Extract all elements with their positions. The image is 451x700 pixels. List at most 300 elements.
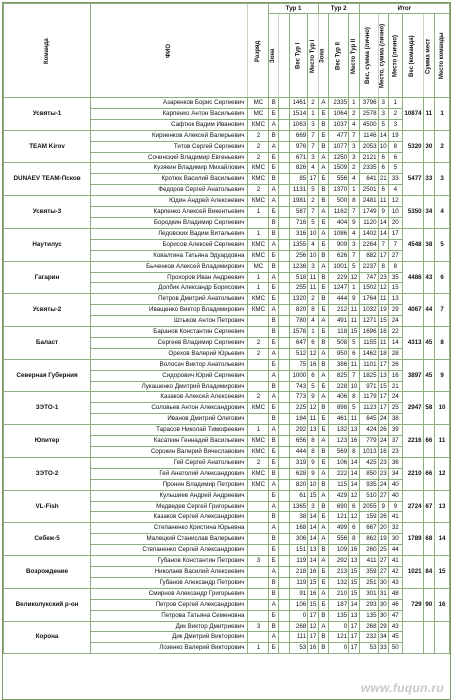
weight-sum: 424 [359,425,378,436]
place-personal: 13 [389,294,403,305]
member-fio: Кузякин Владимир Михайлович [91,163,248,174]
weight-tour1: 1000 [290,370,308,381]
zone-tour1: А [269,196,278,207]
place-tour1: 14 [308,556,319,567]
zone-tour2: Б [318,381,328,392]
place-sum: 17 [378,250,388,261]
team-weight: 1021 [402,556,423,589]
zone-tour2: А [318,621,328,632]
place-personal: 23 [389,447,403,458]
weight-tour2: 500 [329,196,349,207]
member-rank: КМС [248,163,269,174]
place-tour2: 4 [349,228,360,239]
team-weight: 2947 [402,392,423,425]
place-personal: 5 [389,163,403,174]
team-name: VL-Fish [4,490,91,523]
place-sum: 30 [378,599,388,610]
team-name: Себеж-5 [4,523,91,556]
member-fio: Сидорович Юрий Сергеевич [91,370,248,381]
weight-tour2: 569 [329,447,349,458]
place-tour2: 1 [349,185,360,196]
team-places-sum: 66 [423,425,435,458]
weight-tour1: 518 [290,272,308,283]
weight-tour1: 119 [290,577,308,588]
zone-tour2: Б [318,425,328,436]
header-tour2: Тур 2 [318,4,359,14]
weight-tour1: 820 [290,305,308,316]
team-name: Возрождение [4,556,91,589]
member-fio: Федоров Сергей Анатольевич [91,185,248,196]
place-sum: 26 [378,512,388,523]
weight-tour2: 212 [329,305,349,316]
sector-cell [278,621,290,632]
sector-cell [278,414,290,425]
place-personal: 8 [389,141,403,152]
member-rank: КМС [248,479,269,490]
team-place: 10 [435,392,450,425]
header-place2: Место Тур II [349,14,360,98]
zone-tour1: А [269,348,278,359]
member-rank: 2 [248,185,269,196]
place-personal: 10 [389,207,403,218]
zone-tour2: А [318,316,328,327]
weight-sum: 1402 [359,228,378,239]
weight-tour2: 0 [329,643,349,654]
place-tour2: 1 [349,283,360,294]
team-name: Наутилус [4,228,91,261]
place-tour2: 8 [349,534,360,545]
zone-tour1: В [269,414,278,425]
zone-tour1: А [269,479,278,490]
team-name: ЗЭТО-2 [4,457,91,490]
place-tour1: 9 [308,468,319,479]
member-rank [248,316,269,327]
weight-tour2: 132 [329,577,349,588]
place-tour1: 14 [308,534,319,545]
weight-tour2: 429 [329,490,349,501]
member-fio: Ледовских Вадим Витальевич [91,228,248,239]
weight-tour1: 587 [290,207,308,218]
weight-tour2: 1250 [329,152,349,163]
sector-cell [278,512,290,523]
place-tour1: 5 [308,381,319,392]
zone-tour1: В [269,98,278,109]
weight-sum: 2121 [359,152,378,163]
zone-tour1: В [269,217,278,228]
team-place: 4 [435,196,450,229]
sector-cell [278,370,290,381]
zone-tour1: Б [269,152,278,163]
table-row [4,196,450,207]
member-fio: Иващенко Виктор Владимирович [91,305,248,316]
place-personal: 43 [389,621,403,632]
zone-tour2: Б [318,414,328,425]
zone-tour2: В [318,359,328,370]
weight-sum: 293 [359,599,378,610]
place-tour2: 4 [349,174,360,185]
weight-sum: 3796 [359,98,378,109]
zone-tour1: Б [269,163,278,174]
place-tour1: 4 [308,163,319,174]
member-fio: Гей Анатолий Александрович [91,468,248,479]
place-tour2: 9 [349,294,360,305]
member-rank [248,566,269,577]
place-sum: 24 [378,436,388,447]
place-tour1: 8 [308,447,319,458]
weight-tour2: 118 [329,327,349,338]
place-sum: 9 [378,207,388,218]
weight-sum: 1462 [359,348,378,359]
place-tour1: 16 [308,588,319,599]
team-weight: 10874 [402,98,423,131]
member-fio: Тарасов Николай Тимофеевич [91,425,248,436]
header-zone1: Зона [269,14,278,98]
team-place: 12 [435,457,450,490]
place-sum: 17 [378,403,388,414]
place-sum: 14 [378,217,388,228]
zone-tour2: А [318,523,328,534]
zone-tour1: Б [269,556,278,567]
team-place: 11 [435,425,450,458]
place-personal: 27 [389,250,403,261]
header-place1: Место Тур I [308,14,319,98]
zone-tour2: В [318,141,328,152]
table-row [4,621,450,632]
team-name: DUNAEV TEAM-Псков [4,163,91,196]
sector-cell [278,468,290,479]
place-personal: 41 [389,556,403,567]
sector-cell [278,359,290,370]
place-tour2: 7 [349,250,360,261]
place-personal: 47 [389,610,403,621]
weight-sum: 1013 [359,447,378,458]
weight-tour1: 743 [290,381,308,392]
zone-tour1: В [269,316,278,327]
place-tour2: 6 [349,348,360,359]
weight-sum: 268 [359,621,378,632]
place-tour2: 12 [349,272,360,283]
weight-tour2: 109 [329,545,349,556]
place-sum: 25 [378,545,388,556]
header-team-place: Место команды [435,14,450,98]
sector-cell [278,556,290,567]
member-fio: Медведев Сергей Григорьевич [91,501,248,512]
weight-tour1: 671 [290,152,308,163]
place-tour2: 14 [349,479,360,490]
place-tour1: 16 [308,643,319,654]
weight-sum: 260 [359,545,378,556]
weight-sum: 2501 [359,185,378,196]
place-tour2: 11 [349,359,360,370]
place-tour1: 7 [308,130,319,141]
team-name: ЗЭТО-1 [4,392,91,425]
weight-tour2: 386 [329,359,349,370]
weight-tour1: 0 [290,610,308,621]
weight-tour1: 106 [290,599,308,610]
member-rank: КМС [248,294,269,305]
member-fio: Малецкий Станислав Валерьевич [91,534,248,545]
sector-cell [278,632,290,643]
team-name: Усвяты-3 [4,196,91,229]
zone-tour2: В [318,337,328,348]
place-tour1: 9 [308,392,319,403]
place-tour1: 8 [308,436,319,447]
member-fio: Петрова Татьяна Семеновна [91,610,248,621]
place-personal: 40 [389,490,403,501]
weight-sum: 641 [359,174,378,185]
member-rank: 1 [248,643,269,654]
place-sum: 23 [378,468,388,479]
table-row [4,261,450,272]
team-places-sum: 45 [423,359,435,392]
weight-sum: 135 [359,610,378,621]
zone-tour2: А [318,207,328,218]
place-personal: 45 [389,632,403,643]
member-fio: Сорокин Валерий Вячеславович [91,447,248,458]
zone-tour2: А [318,228,328,239]
weight-tour2: 898 [329,403,349,414]
member-fio: Губанов Константин Петрович [91,556,248,567]
team-place: 3 [435,163,450,196]
table-row [4,359,450,370]
weight-tour2: 1370 [329,185,349,196]
place-tour1: 13 [308,425,319,436]
zone-tour1: В [269,534,278,545]
place-personal: 6 [389,152,403,163]
zone-tour2: А [318,556,328,567]
place-personal: 9 [389,501,403,512]
weight-tour1: 91 [290,588,308,599]
team-places-sum: 30 [423,130,435,163]
weight-tour1: 38 [290,512,308,523]
place-tour1: 12 [308,348,319,359]
place-tour1: 16 [308,359,319,370]
team-name: Усвяты-2 [4,294,91,327]
zone-tour2: Б [318,599,328,610]
zone-tour1: А [269,632,278,643]
zone-tour2: В [318,294,328,305]
place-tour2: 12 [349,490,360,501]
member-fio: Николаев Василий Алексеевич [91,566,248,577]
place-tour1: 2 [308,294,319,305]
sector-cell [278,425,290,436]
sector-cell [278,163,290,174]
weight-tour2: 1247 [329,283,349,294]
team-places-sum: 38 [423,228,435,261]
place-tour1: 17 [308,632,319,643]
team-place: 7 [435,294,450,327]
sector-cell [278,327,290,338]
member-rank: 1 [248,283,269,294]
member-fio: Юдин Андрей Алексеевич [91,196,248,207]
weight-tour2: 115 [329,479,349,490]
zone-tour1: В [269,228,278,239]
team-places-sum: 43 [423,261,435,294]
place-sum: 21 [378,174,388,185]
team-name: Корона [4,621,91,654]
sector-cell [278,490,290,501]
weight-tour1: 628 [290,468,308,479]
place-tour1: 1 [308,327,319,338]
zone-tour2: Б [318,566,328,577]
place-sum: 27 [378,566,388,577]
weight-tour2: 626 [329,250,349,261]
sector-cell [278,337,290,348]
zone-tour1: Б [269,447,278,458]
place-sum: 20 [378,523,388,534]
zone-tour2: Б [318,174,328,185]
place-tour2: 6 [349,523,360,534]
member-rank: 2 [248,152,269,163]
place-tour1: 15 [308,490,319,501]
weight-sum: 411 [359,556,378,567]
place-tour1: 12 [308,621,319,632]
header-weight1: Вес Тур I [290,14,308,98]
place-sum: 30 [378,577,388,588]
weight-tour2: 229 [329,272,349,283]
member-fio: Степаненко Сергей Александрович [91,545,248,556]
weight-sum: 159 [359,512,378,523]
weight-tour2: 1086 [329,228,349,239]
weight-tour2: 1162 [329,207,349,218]
member-fio: Кротюк Василий Васильевич [91,174,248,185]
zone-tour2: Б [318,108,328,119]
weight-sum: 2055 [359,501,378,512]
place-personal: 19 [389,130,403,141]
place-sum: 16 [378,327,388,338]
place-personal: 12 [389,196,403,207]
member-fio: Кульшиев Андрей Андреевич [91,490,248,501]
member-rank: КМС [248,305,269,316]
place-tour2: 1 [349,98,360,109]
member-rank: 2 [248,392,269,403]
zone-tour1: В [269,327,278,338]
place-tour2: 17 [349,632,360,643]
place-personal: 37 [389,436,403,447]
member-fio: Бородкин Владимир Сергеевич [91,217,248,228]
team-place: 1 [435,98,450,131]
sector-cell [278,403,290,414]
place-tour1: 9 [308,457,319,468]
weight-tour1: 1236 [290,261,308,272]
sector-cell [278,185,290,196]
place-tour2: 10 [349,381,360,392]
member-fio: Казаков Алексей Алексеевич [91,392,248,403]
sector-cell [278,207,290,218]
header-tour1: Тур 1 [269,4,318,14]
place-tour2: 17 [349,621,360,632]
place-tour2: 5 [349,337,360,348]
weight-sum: 359 [359,566,378,577]
place-tour1: 6 [308,337,319,348]
place-tour2: 2 [349,108,360,119]
weight-tour2: 121 [329,512,349,523]
team-weight: 4486 [402,261,423,294]
zone-tour2: Б [318,512,328,523]
sector-cell [278,141,290,152]
place-personal: 22 [389,327,403,338]
team-weight: 4548 [402,228,423,261]
member-fio: Петров Дмитрий Анатольевич [91,294,248,305]
place-tour2: 17 [349,643,360,654]
sector-cell [278,130,290,141]
team-places-sum: 66 [423,457,435,490]
zone-tour2: В [318,501,328,512]
sector-cell [278,108,290,119]
weight-tour2: 556 [329,534,349,545]
weight-tour1: 1578 [290,327,308,338]
sector-cell [278,610,290,621]
member-fio: Кириенков Алексей Валерьевич [91,130,248,141]
weight-sum: 1123 [359,403,378,414]
place-sum: 11 [378,196,388,207]
place-tour2: 7 [349,370,360,381]
weight-tour1: 976 [290,141,308,152]
weight-sum: 1696 [359,327,378,338]
weight-sum: 2237 [359,261,378,272]
place-personal: 44 [389,545,403,556]
team-places-sum: 11 [423,98,435,131]
team-name: Баласт [4,327,91,360]
sector-cell [278,174,290,185]
table-row [4,457,450,468]
sector-cell [278,228,290,239]
weight-tour1: 669 [290,130,308,141]
place-personal: 42 [389,566,403,577]
weight-sum: 232 [359,632,378,643]
header-place-personal: Место (лично) [389,14,403,98]
member-rank: 1 [248,425,269,436]
member-fio: Дик Виктор Дмитриевич [91,621,248,632]
weight-sum: 862 [359,534,378,545]
team-place: 15 [435,556,450,589]
weight-tour2: 1037 [329,119,349,130]
place-sum: 27 [378,556,388,567]
place-personal: 3 [389,119,403,130]
table-row [4,163,450,174]
weight-tour1: 111 [290,632,308,643]
weight-tour2: 909 [329,239,349,250]
zone-tour2: В [318,119,328,130]
header-weight2: Вес Тур II [329,14,349,98]
weight-sum: 2335 [359,163,378,174]
member-fio: Борисов Алексей Сергеевич [91,239,248,250]
weight-sum: 301 [359,588,378,599]
place-sum: 16 [378,447,388,458]
zone-tour2: Б [318,217,328,228]
team-places-sum: 45 [423,327,435,360]
place-personal: 20 [389,217,403,228]
sector-cell [278,599,290,610]
member-rank: КМС [248,468,269,479]
place-sum: 34 [378,632,388,643]
weight-tour1: 225 [290,403,308,414]
place-tour1: 10 [308,250,319,261]
place-tour1: 2 [308,196,319,207]
weight-tour2: 228 [329,381,349,392]
zone-tour1: В [269,174,278,185]
team-weight: 4313 [402,327,423,360]
member-fio: Соловьев Антон Александрович [91,403,248,414]
zone-tour1: А [269,141,278,152]
zone-tour2: А [318,163,328,174]
place-tour1: 3 [308,119,319,130]
place-sum: 17 [378,392,388,403]
place-tour1: 3 [308,261,319,272]
weight-tour2: 106 [329,457,349,468]
weight-tour2: 1077 [329,141,349,152]
place-tour1: 15 [308,577,319,588]
